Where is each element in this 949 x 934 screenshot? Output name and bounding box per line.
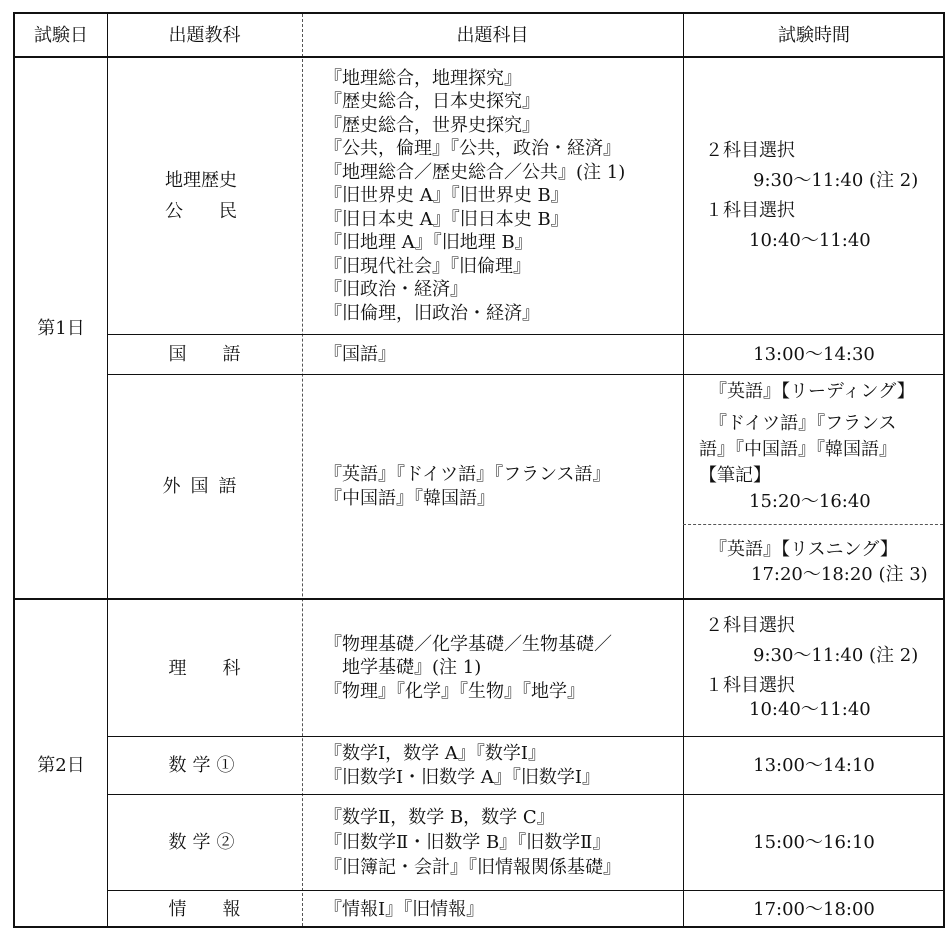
time-one-subject-label: １科目選択: [705, 675, 795, 696]
listening-time: 17:20～18:20 (注 3): [751, 563, 928, 585]
header-exam-time: 試験時間: [778, 24, 850, 46]
time-one-subject-label: １科目選択: [705, 200, 795, 221]
info-group: 情 報: [168, 899, 241, 920]
foreign-subjects: [302, 375, 683, 598]
subject-line: 『地理総合，地理探究』: [324, 67, 522, 89]
subject-line: 『数学Ⅰ，数学 A』『数学Ⅰ』: [324, 742, 546, 764]
subject-line: 『旧地理 A』『旧地理 B』: [324, 232, 533, 254]
listening-label: 『英語』【リスニング】: [709, 538, 898, 560]
time-one-subject: 10:40～11:40: [749, 230, 871, 251]
subject-line: 『英語』『ドイツ語』『フランス語』: [324, 463, 611, 485]
header-exam-day: 試験日: [34, 24, 88, 46]
written-line: 【筆記】: [699, 465, 771, 486]
time-two-subject: 9:30～11:40 (注 2): [753, 645, 919, 666]
geo-history-time: [683, 58, 945, 334]
day1-label: 第1日: [37, 317, 85, 339]
day2-label: 第2日: [37, 754, 85, 776]
math1-group: 数学①: [168, 755, 241, 776]
written-time: 15:20～16:40: [749, 491, 871, 512]
time-one-subject: 10:40～11:40: [749, 699, 871, 720]
geo-history-group-line2: 公 民: [165, 201, 237, 222]
science-subjects: [302, 600, 683, 736]
time-two-subject-label: ２科目選択: [705, 140, 795, 161]
japanese-group: 国 語: [168, 344, 241, 365]
subject-line: 『旧日本史 A』『旧日本史 B』: [324, 208, 569, 230]
time-two-subject-label: ２科目選択: [705, 615, 795, 636]
foreign-written-time: [683, 375, 945, 524]
math2-subjects: [302, 795, 683, 890]
exam-schedule-table: [13, 12, 945, 928]
foreign-listening-time: [683, 525, 945, 598]
math2-time: 15:00～16:10: [753, 832, 875, 853]
japanese-time: 13:00～14:30: [753, 344, 875, 365]
subject-line: 『公共，倫理』『公共，政治・経済』: [324, 138, 621, 160]
math2-group: 数学②: [168, 832, 241, 853]
subject-line: 『旧政治・経済』: [324, 279, 468, 301]
subject-line: 『歴史総合，日本史探究』: [324, 91, 540, 113]
subject-line: 『旧数学Ⅱ・旧数学 B』『旧数学Ⅱ』: [324, 832, 611, 853]
written-line: 語』『中国語』『韓国語』: [699, 439, 897, 460]
subject-line: 『旧現代社会』『旧倫理』: [324, 255, 531, 277]
subject-line: 『歴史総合，世界史探究』: [324, 114, 540, 136]
science-group: 理 科: [168, 657, 241, 679]
geo-history-group: [107, 58, 302, 334]
math1-subjects: [302, 737, 683, 794]
science-time: [683, 600, 945, 736]
japanese-subjects: 『国語』: [324, 344, 396, 365]
subject-line: 『旧数学Ⅰ・旧数学 A』『旧数学Ⅰ』: [324, 766, 600, 788]
geo-history-subjects: [302, 58, 683, 334]
time-two-subject: 9:30～11:40 (注 2): [753, 170, 919, 191]
subject-line: 『物理基礎／化学基礎／生物基礎／: [324, 633, 612, 655]
foreign-group: 外国語: [162, 476, 247, 497]
subject-line: 『旧簿記・会計』『旧情報関係基礎』: [324, 857, 621, 878]
subject-line: 『地理総合／歴史総合／公共』(注 1): [324, 161, 626, 183]
written-line: 『英語』【リーディング】: [709, 381, 915, 402]
header-subjects: 出題科目: [456, 24, 529, 46]
subject-line: 『物理』『化学』『生物』『地学』: [324, 680, 585, 702]
subject-line: 『旧世界史 A』『旧世界史 B』: [324, 185, 569, 207]
info-subjects: 『情報Ⅰ』『旧情報』: [324, 899, 485, 920]
subject-line: 地学基礎』(注 1): [324, 657, 482, 679]
math1-time: 13:00～14:10: [753, 755, 875, 776]
written-line: 『ドイツ語』『フランス: [709, 413, 897, 434]
subject-line: 『旧倫理，旧政治・経済』: [324, 302, 540, 324]
info-time: 17:00～18:00: [753, 899, 875, 920]
subject-line: 『数学Ⅱ，数学 B，数学 C』: [324, 807, 555, 828]
geo-history-group-line1: 地理歴史: [165, 170, 237, 191]
subject-line: 『中国語』『韓国語』: [324, 487, 495, 509]
header-subject-group: 出題教科: [168, 24, 241, 46]
